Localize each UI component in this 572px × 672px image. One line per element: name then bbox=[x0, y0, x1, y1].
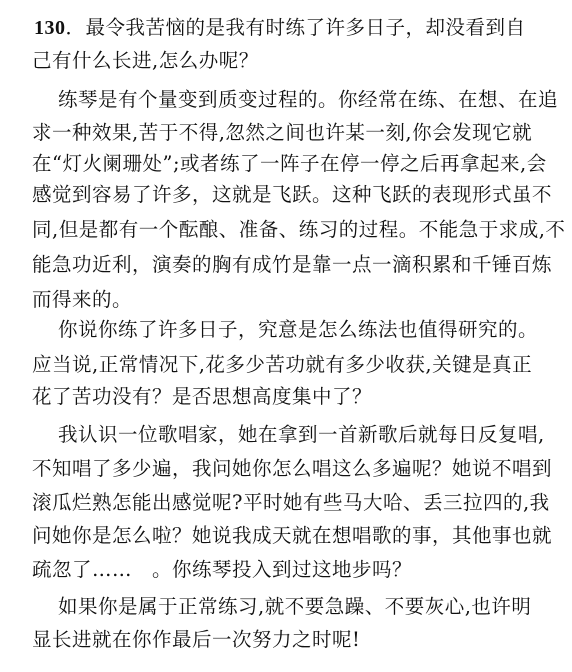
paragraph-4-line-2: 显长进就在你作最后一次努力之时呢! bbox=[32, 628, 361, 651]
paragraph-2-line-3: 花了苦功没有？是否思想高度集中了？ bbox=[32, 385, 373, 408]
paragraph-2-line-1: 你说你练了许多日子，究意是怎么练法也值得研究的。 bbox=[58, 318, 539, 341]
question-number: 130 bbox=[34, 17, 66, 39]
question-line-2: 己有什么长进,怎么办呢？ bbox=[32, 49, 259, 72]
paragraph-1-line-5: 同,但是都有一个酝酿、准备、练习的过程。不能急于求成,不 bbox=[32, 218, 566, 241]
paragraph-1-line-6: 能急功近利，演奏的胸有成竹是靠一点一滴积累和千锤百炼 bbox=[32, 253, 553, 276]
paragraph-1-line-2: 求一种效果,苦于不得,忽然之间也许某一刻,你会发现它就 bbox=[32, 121, 533, 144]
paragraph-3-line-5: 疏忽了…… 。你练琴投入到过这地步吗？ bbox=[32, 558, 413, 581]
paragraph-3-line-1: 我认识一位歌唱家，她在拿到一首新歌后就每日反复唱, bbox=[58, 423, 545, 446]
paragraph-1-line-4: 感觉到容易了许多，这就是飞跃。这种飞跃的表现形式虽不 bbox=[32, 183, 553, 206]
paragraph-1-line-7: 而得来的。 bbox=[32, 288, 133, 311]
paragraph-3-line-3: 滚瓜烂熟怎能出感觉呢?平时她有些马大哈、丢三拉四的,我 bbox=[32, 491, 550, 514]
question-line-1 bbox=[34, 14, 526, 42]
paragraph-1-line-1: 练琴是有个量变到质变过程的。你经常在练、在想、在追 bbox=[58, 88, 559, 111]
question-text-1: ．最令我苦恼的是我有时练了许多日子，却没看到自 bbox=[65, 16, 526, 39]
paragraph-4-line-1: 如果你是属于正常练习,就不要急躁、不要灰心,也许明 bbox=[58, 595, 532, 618]
paragraph-1-line-3: 在“灯火阑珊处”;或者练了一阵子在停一停之后再拿起来,会 bbox=[32, 152, 547, 175]
paragraph-3-line-4: 问她你是怎么啦？她说我成天就在想唱歌的事，其他事也就 bbox=[32, 524, 553, 547]
paragraph-2-line-2: 应当说,正常情况下,花多少苦功就有多少收获,关键是真正 bbox=[32, 353, 533, 376]
paragraph-3-line-2: 不知唱了多少遍，我问她你怎么唱这么多遍呢？她说不唱到 bbox=[32, 457, 553, 480]
